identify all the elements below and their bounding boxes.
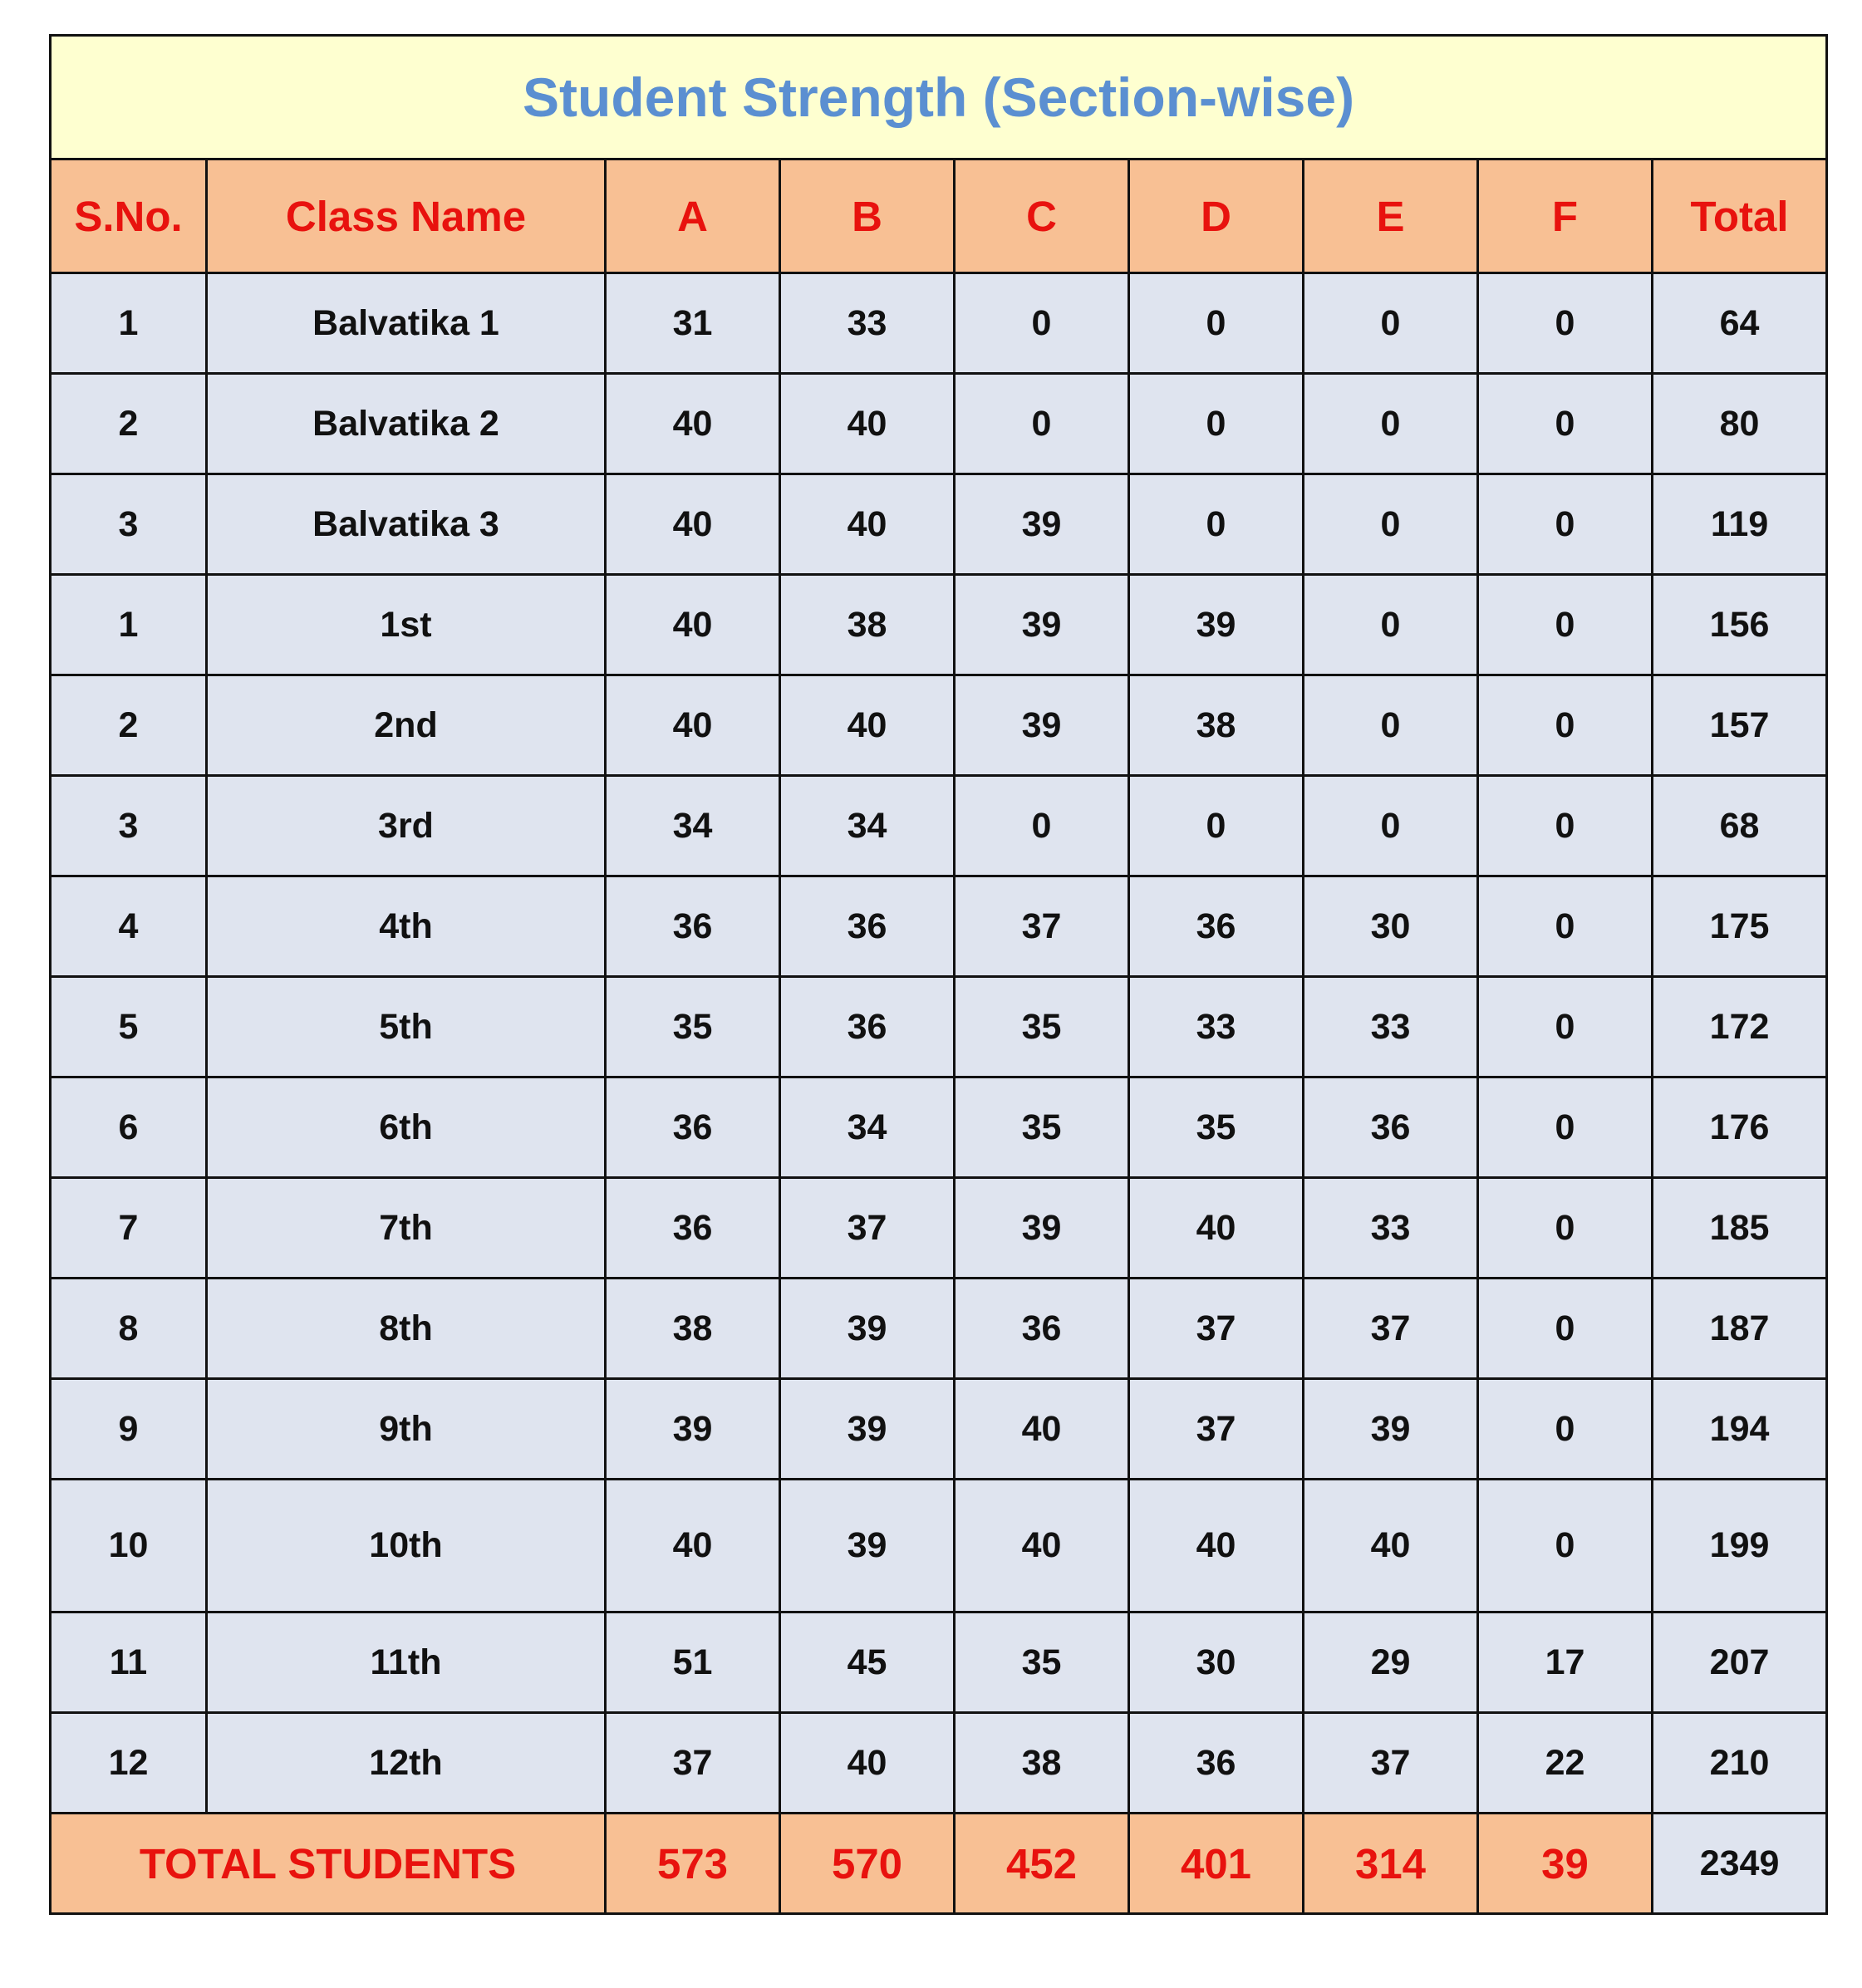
header-row	[51, 160, 1827, 273]
cell-class-name: 7th	[207, 1178, 606, 1279]
cell-section-e: 0	[1304, 575, 1478, 675]
cell-total: 119	[1653, 474, 1827, 575]
cell-sno: 10	[51, 1480, 207, 1612]
cell-section-e: 30	[1304, 876, 1478, 977]
header-total: Total	[1653, 160, 1827, 273]
cell-section-d: 0	[1129, 374, 1304, 474]
cell-section-f: 0	[1478, 1480, 1653, 1612]
header-section-a: A	[606, 160, 780, 273]
cell-total: 175	[1653, 876, 1827, 977]
cell-total: 176	[1653, 1077, 1827, 1178]
cell-section-f: 22	[1478, 1713, 1653, 1814]
cell-section-c: 39	[955, 675, 1129, 776]
cell-section-a: 37	[606, 1713, 780, 1814]
cell-total: 80	[1653, 374, 1827, 474]
page-title: Student Strength (Section-wise)	[51, 36, 1827, 160]
cell-section-b: 40	[780, 474, 955, 575]
cell-sno: 5	[51, 977, 207, 1077]
cell-section-e: 36	[1304, 1077, 1478, 1178]
cell-section-c: 35	[955, 1612, 1129, 1713]
cell-section-a: 40	[606, 474, 780, 575]
cell-section-d: 0	[1129, 474, 1304, 575]
cell-section-d: 39	[1129, 575, 1304, 675]
cell-sno: 4	[51, 876, 207, 977]
cell-section-b: 36	[780, 876, 955, 977]
cell-section-e: 37	[1304, 1279, 1478, 1379]
table-row	[51, 1178, 1827, 1279]
header-class-name: Class Name	[207, 160, 606, 273]
header-section-e: E	[1304, 160, 1478, 273]
cell-section-d: 33	[1129, 977, 1304, 1077]
cell-section-e: 33	[1304, 977, 1478, 1077]
cell-section-c: 40	[955, 1480, 1129, 1612]
cell-section-d: 36	[1129, 876, 1304, 977]
cell-section-f: 0	[1478, 876, 1653, 977]
cell-total: 207	[1653, 1612, 1827, 1713]
grand-total: 2349	[1653, 1814, 1827, 1914]
cell-class-name: 2nd	[207, 675, 606, 776]
total-section-d: 401	[1129, 1814, 1304, 1914]
cell-section-f: 0	[1478, 1279, 1653, 1379]
table-body	[51, 273, 1827, 1814]
cell-section-f: 0	[1478, 374, 1653, 474]
cell-section-d: 37	[1129, 1279, 1304, 1379]
totals-label: TOTAL STUDENTS	[51, 1814, 606, 1914]
table-row	[51, 273, 1827, 374]
cell-sno: 6	[51, 1077, 207, 1178]
cell-section-b: 39	[780, 1279, 955, 1379]
cell-class-name: 11th	[207, 1612, 606, 1713]
cell-class-name: 4th	[207, 876, 606, 977]
cell-total: 68	[1653, 776, 1827, 876]
cell-sno: 7	[51, 1178, 207, 1279]
cell-total: 210	[1653, 1713, 1827, 1814]
cell-total: 64	[1653, 273, 1827, 374]
cell-total: 172	[1653, 977, 1827, 1077]
cell-class-name: 3rd	[207, 776, 606, 876]
cell-section-a: 35	[606, 977, 780, 1077]
cell-sno: 12	[51, 1713, 207, 1814]
cell-section-a: 31	[606, 273, 780, 374]
cell-section-c: 35	[955, 977, 1129, 1077]
table-row	[51, 1713, 1827, 1814]
cell-section-b: 40	[780, 374, 955, 474]
cell-sno: 3	[51, 474, 207, 575]
cell-section-b: 45	[780, 1612, 955, 1713]
cell-class-name: Balvatika 1	[207, 273, 606, 374]
cell-section-c: 40	[955, 1379, 1129, 1480]
cell-sno: 1	[51, 273, 207, 374]
cell-section-c: 0	[955, 374, 1129, 474]
cell-section-f: 0	[1478, 1178, 1653, 1279]
cell-class-name: Balvatika 2	[207, 374, 606, 474]
table-row	[51, 977, 1827, 1077]
cell-section-e: 29	[1304, 1612, 1478, 1713]
cell-total: 156	[1653, 575, 1827, 675]
cell-total: 187	[1653, 1279, 1827, 1379]
cell-section-b: 38	[780, 575, 955, 675]
cell-section-b: 33	[780, 273, 955, 374]
title-row	[51, 36, 1827, 160]
cell-section-e: 0	[1304, 474, 1478, 575]
cell-class-name: 1st	[207, 575, 606, 675]
cell-section-f: 0	[1478, 977, 1653, 1077]
cell-section-c: 39	[955, 575, 1129, 675]
table-row	[51, 474, 1827, 575]
cell-class-name: 5th	[207, 977, 606, 1077]
cell-section-c: 38	[955, 1713, 1129, 1814]
cell-section-a: 51	[606, 1612, 780, 1713]
total-section-a: 573	[606, 1814, 780, 1914]
cell-section-d: 40	[1129, 1480, 1304, 1612]
header-section-d: D	[1129, 160, 1304, 273]
cell-section-a: 34	[606, 776, 780, 876]
total-section-b: 570	[780, 1814, 955, 1914]
cell-class-name: 12th	[207, 1713, 606, 1814]
table-row	[51, 1379, 1827, 1480]
cell-section-b: 34	[780, 776, 955, 876]
table-row	[51, 776, 1827, 876]
cell-section-d: 40	[1129, 1178, 1304, 1279]
cell-sno: 9	[51, 1379, 207, 1480]
cell-class-name: 9th	[207, 1379, 606, 1480]
cell-section-e: 0	[1304, 374, 1478, 474]
cell-section-c: 39	[955, 474, 1129, 575]
table-row	[51, 675, 1827, 776]
cell-section-f: 0	[1478, 776, 1653, 876]
totals-row	[51, 1814, 1827, 1914]
table-row	[51, 1612, 1827, 1713]
cell-sno: 11	[51, 1612, 207, 1713]
cell-section-f: 17	[1478, 1612, 1653, 1713]
table-row	[51, 1077, 1827, 1178]
table-row	[51, 575, 1827, 675]
cell-section-e: 0	[1304, 273, 1478, 374]
cell-section-e: 40	[1304, 1480, 1478, 1612]
cell-section-f: 0	[1478, 675, 1653, 776]
cell-section-a: 39	[606, 1379, 780, 1480]
cell-section-d: 38	[1129, 675, 1304, 776]
table-row	[51, 876, 1827, 977]
header-sno: S.No.	[51, 160, 207, 273]
cell-section-f: 0	[1478, 474, 1653, 575]
cell-section-d: 36	[1129, 1713, 1304, 1814]
cell-section-b: 39	[780, 1379, 955, 1480]
cell-section-f: 0	[1478, 273, 1653, 374]
cell-sno: 2	[51, 374, 207, 474]
cell-total: 199	[1653, 1480, 1827, 1612]
cell-total: 185	[1653, 1178, 1827, 1279]
cell-section-b: 40	[780, 1713, 955, 1814]
cell-section-f: 0	[1478, 575, 1653, 675]
cell-section-e: 0	[1304, 675, 1478, 776]
cell-section-a: 36	[606, 1178, 780, 1279]
cell-class-name: 6th	[207, 1077, 606, 1178]
cell-section-c: 0	[955, 273, 1129, 374]
cell-section-f: 0	[1478, 1379, 1653, 1480]
cell-section-b: 39	[780, 1480, 955, 1612]
cell-section-f: 0	[1478, 1077, 1653, 1178]
cell-section-b: 36	[780, 977, 955, 1077]
cell-class-name: 10th	[207, 1480, 606, 1612]
cell-total: 157	[1653, 675, 1827, 776]
header-section-f: F	[1478, 160, 1653, 273]
header-section-c: C	[955, 160, 1129, 273]
cell-section-d: 0	[1129, 273, 1304, 374]
cell-sno: 3	[51, 776, 207, 876]
cell-section-a: 40	[606, 374, 780, 474]
cell-section-a: 40	[606, 1480, 780, 1612]
cell-class-name: Balvatika 3	[207, 474, 606, 575]
table-row	[51, 1279, 1827, 1379]
total-section-e: 314	[1304, 1814, 1478, 1914]
cell-section-e: 33	[1304, 1178, 1478, 1279]
cell-section-d: 0	[1129, 776, 1304, 876]
cell-section-a: 40	[606, 575, 780, 675]
cell-section-d: 35	[1129, 1077, 1304, 1178]
student-strength-table	[49, 34, 1828, 1915]
cell-section-a: 40	[606, 675, 780, 776]
header-section-b: B	[780, 160, 955, 273]
total-section-c: 452	[955, 1814, 1129, 1914]
cell-section-d: 37	[1129, 1379, 1304, 1480]
cell-class-name: 8th	[207, 1279, 606, 1379]
cell-section-a: 36	[606, 1077, 780, 1178]
cell-section-e: 0	[1304, 776, 1478, 876]
cell-section-a: 36	[606, 876, 780, 977]
total-section-f: 39	[1478, 1814, 1653, 1914]
cell-section-e: 37	[1304, 1713, 1478, 1814]
cell-section-c: 36	[955, 1279, 1129, 1379]
cell-section-c: 0	[955, 776, 1129, 876]
table-row	[51, 374, 1827, 474]
cell-section-b: 37	[780, 1178, 955, 1279]
cell-section-c: 39	[955, 1178, 1129, 1279]
cell-section-e: 39	[1304, 1379, 1478, 1480]
cell-section-b: 40	[780, 675, 955, 776]
cell-section-a: 38	[606, 1279, 780, 1379]
cell-sno: 2	[51, 675, 207, 776]
cell-total: 194	[1653, 1379, 1827, 1480]
cell-section-c: 35	[955, 1077, 1129, 1178]
table-row	[51, 1480, 1827, 1612]
cell-sno: 1	[51, 575, 207, 675]
cell-sno: 8	[51, 1279, 207, 1379]
cell-section-b: 34	[780, 1077, 955, 1178]
cell-section-c: 37	[955, 876, 1129, 977]
cell-section-d: 30	[1129, 1612, 1304, 1713]
